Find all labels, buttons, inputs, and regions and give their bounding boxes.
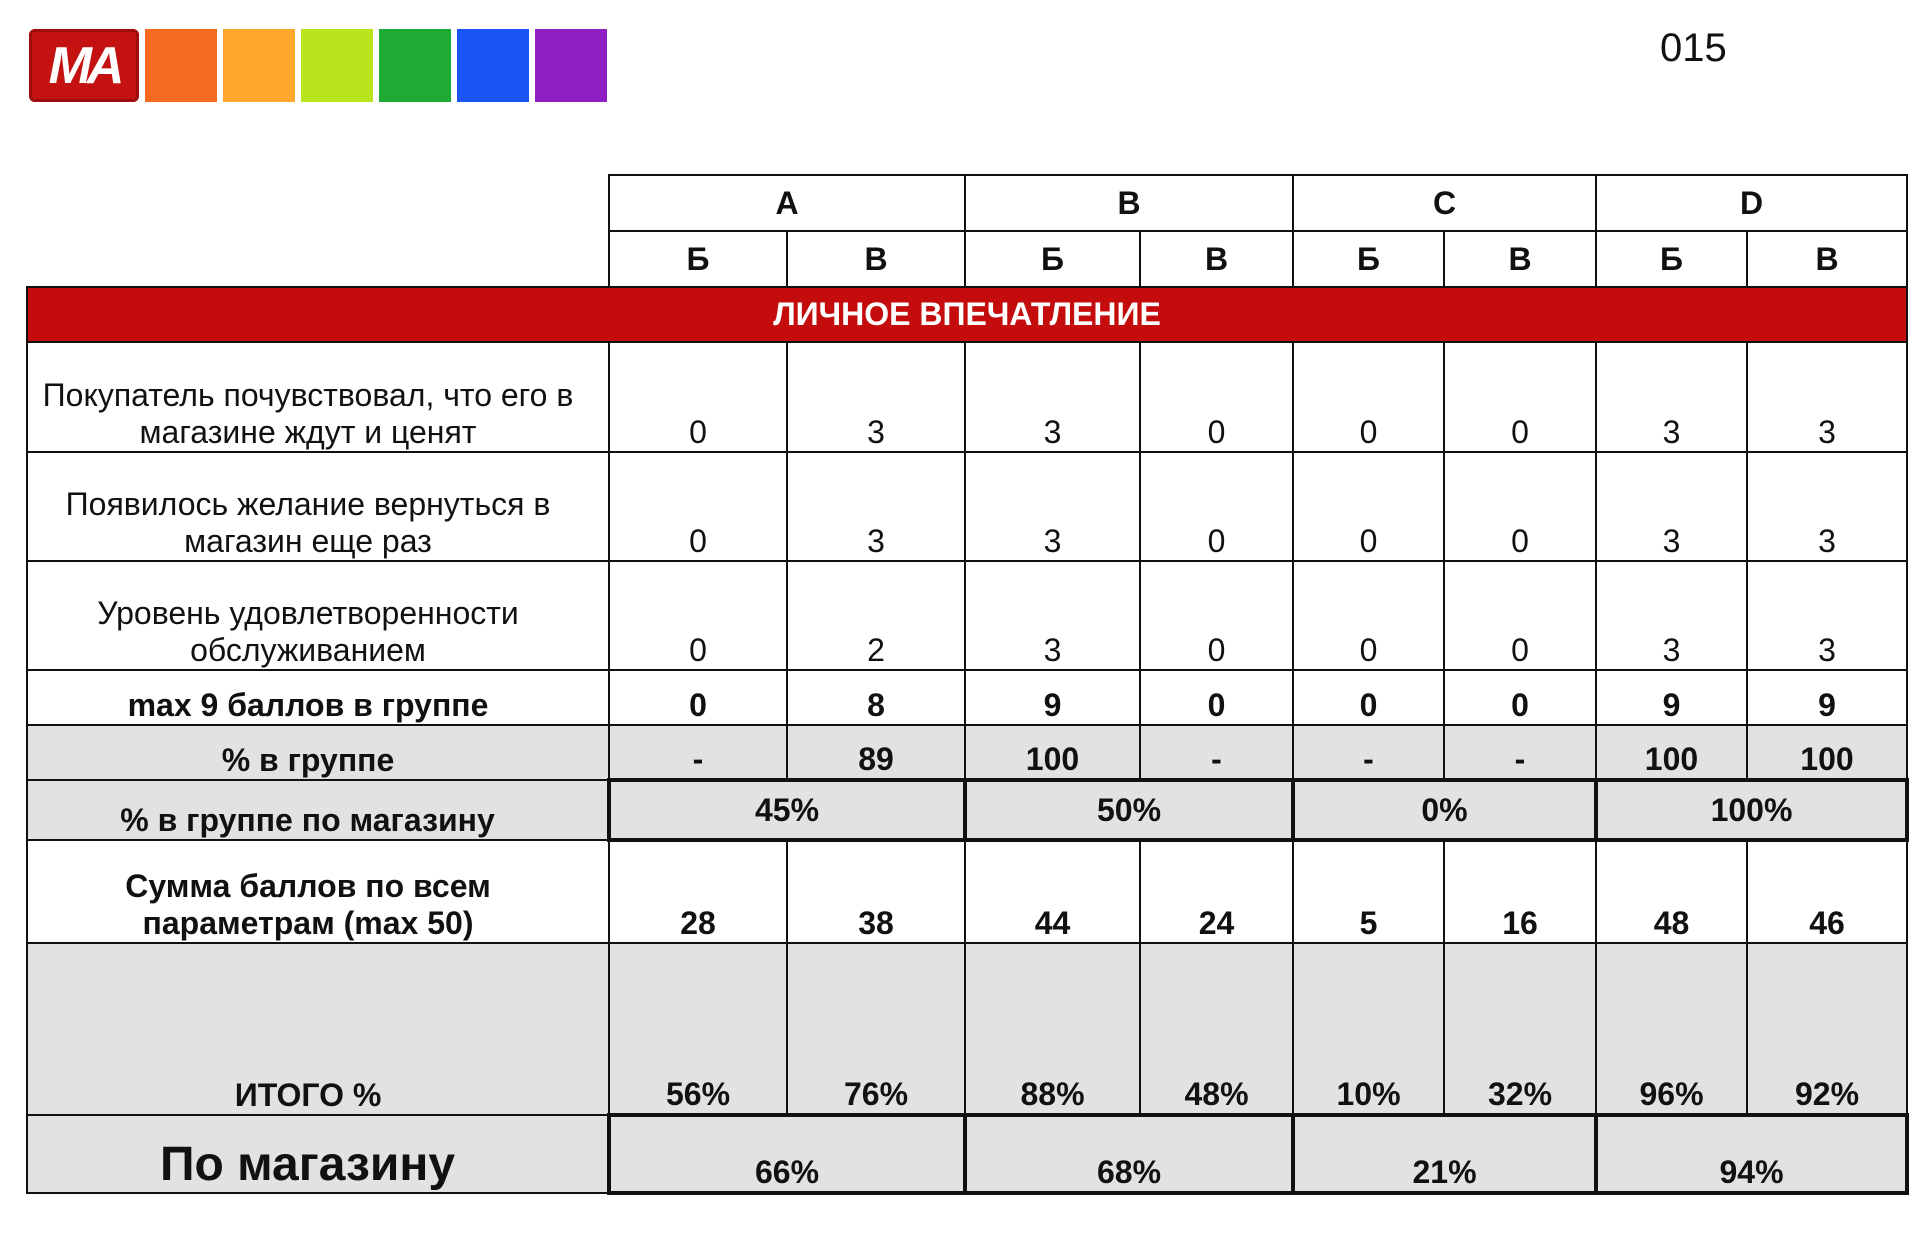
store-percent-cell: 45% [609, 780, 965, 840]
sum-cell: 44 [965, 840, 1140, 943]
row-label: Покупатель почувствовал, что его в магазине ждут и ценят [27, 342, 609, 452]
score-cell: 3 [965, 342, 1140, 452]
score-cell: 0 [609, 342, 787, 452]
percent-cell: 100 [1747, 725, 1907, 780]
percent-cell: 89 [787, 725, 965, 780]
store-total-row [27, 1115, 1907, 1193]
store-percent-cell: 0% [1293, 780, 1596, 840]
color-swatch [145, 29, 217, 102]
total-cell: 56% [609, 943, 787, 1115]
sum-cell: 48 [1596, 840, 1747, 943]
sum-cell: 24 [1140, 840, 1293, 943]
score-cell: 0 [1140, 342, 1293, 452]
row-label: ИТОГО % [27, 943, 609, 1115]
sub-header: В [1444, 231, 1596, 287]
color-swatch [457, 29, 529, 102]
percent-cell: - [1444, 725, 1596, 780]
sum-cell: 28 [609, 840, 787, 943]
store-percent-cell: 100% [1596, 780, 1907, 840]
score-cell: 0 [609, 561, 787, 670]
color-swatch [535, 29, 607, 102]
score-cell: 0 [1293, 452, 1444, 561]
sum-cell: 38 [787, 840, 965, 943]
store-total-cell: 21% [1293, 1115, 1596, 1193]
score-cell: 0 [1293, 561, 1444, 670]
score-cell: 9 [965, 670, 1140, 725]
score-cell: 0 [1293, 342, 1444, 452]
group-header: A [609, 175, 965, 231]
corner-blank [27, 231, 609, 287]
sum-cell: 16 [1444, 840, 1596, 943]
row-label: По магазину [27, 1115, 609, 1193]
color-swatch [301, 29, 373, 102]
total-cell: 32% [1444, 943, 1596, 1115]
score-cell: 0 [1444, 342, 1596, 452]
row-label: % в группе по магазину [27, 780, 609, 840]
score-cell: 3 [787, 342, 965, 452]
percent-cell: - [609, 725, 787, 780]
store-total-cell: 66% [609, 1115, 965, 1193]
total-row [27, 943, 1907, 1115]
sub-header: В [787, 231, 965, 287]
percent-cell: - [1140, 725, 1293, 780]
group-header-row [27, 175, 1907, 231]
store-percent-cell: 50% [965, 780, 1293, 840]
percent-cell: - [1293, 725, 1444, 780]
sum-cell: 46 [1747, 840, 1907, 943]
score-cell: 8 [787, 670, 965, 725]
total-cell: 92% [1747, 943, 1907, 1115]
sub-header: В [1140, 231, 1293, 287]
row-label: max 9 баллов в группе [27, 670, 609, 725]
criterion-row [27, 561, 1907, 670]
score-table [26, 174, 1909, 1195]
score-cell: 0 [609, 670, 787, 725]
corner-blank [27, 175, 609, 231]
score-cell: 3 [1596, 342, 1747, 452]
color-swatch [223, 29, 295, 102]
percent-row [27, 725, 1907, 780]
store-percent-row [27, 780, 1907, 840]
row-label: Уровень удовлетворенности обслуживанием [27, 561, 609, 670]
store-total-cell: 94% [1596, 1115, 1907, 1193]
percent-cell: 100 [965, 725, 1140, 780]
score-cell: 0 [1444, 561, 1596, 670]
total-cell: 48% [1140, 943, 1293, 1115]
sub-header: В [1747, 231, 1907, 287]
score-cell: 3 [965, 561, 1140, 670]
sub-header: Б [1293, 231, 1444, 287]
sum-cell: 5 [1293, 840, 1444, 943]
score-cell: 0 [1140, 561, 1293, 670]
section-row [27, 287, 1907, 342]
score-cell: 3 [1596, 561, 1747, 670]
criterion-row [27, 452, 1907, 561]
max-score-row [27, 670, 1907, 725]
company-logo: MA [29, 29, 139, 102]
color-swatch [379, 29, 451, 102]
store-total-cell: 68% [965, 1115, 1293, 1193]
percent-cell: 100 [1596, 725, 1747, 780]
total-cell: 76% [787, 943, 965, 1115]
section-title: ЛИЧНОЕ ВПЕЧАТЛЕНИЕ [27, 287, 1907, 342]
score-cell: 3 [1747, 452, 1907, 561]
score-cell: 3 [787, 452, 965, 561]
row-label: % в группе [27, 725, 609, 780]
score-cell: 0 [1140, 670, 1293, 725]
criterion-row [27, 342, 1907, 452]
score-cell: 9 [1747, 670, 1907, 725]
total-cell: 88% [965, 943, 1140, 1115]
row-label: Появилось желание вернуться в магазин еще раз [27, 452, 609, 561]
total-cell: 10% [1293, 943, 1444, 1115]
sub-header: Б [609, 231, 787, 287]
total-cell: 96% [1596, 943, 1747, 1115]
score-cell: 3 [1596, 452, 1747, 561]
sum-row [27, 840, 1907, 943]
row-label: Сумма баллов по всем параметрам (max 50) [27, 840, 609, 943]
score-cell: 0 [1293, 670, 1444, 725]
score-cell: 3 [1747, 342, 1907, 452]
sub-header-row [27, 231, 1907, 287]
score-cell: 0 [609, 452, 787, 561]
logo-bar [29, 29, 607, 102]
group-header: D [1596, 175, 1907, 231]
score-cell: 3 [965, 452, 1140, 561]
sub-header: Б [1596, 231, 1747, 287]
group-header: B [965, 175, 1293, 231]
score-cell: 0 [1444, 670, 1596, 725]
page-number: 015 [1660, 26, 1727, 70]
sub-header: Б [965, 231, 1140, 287]
score-cell: 0 [1444, 452, 1596, 561]
group-header: C [1293, 175, 1596, 231]
score-cell: 2 [787, 561, 965, 670]
score-cell: 9 [1596, 670, 1747, 725]
score-cell: 3 [1747, 561, 1907, 670]
score-cell: 0 [1140, 452, 1293, 561]
